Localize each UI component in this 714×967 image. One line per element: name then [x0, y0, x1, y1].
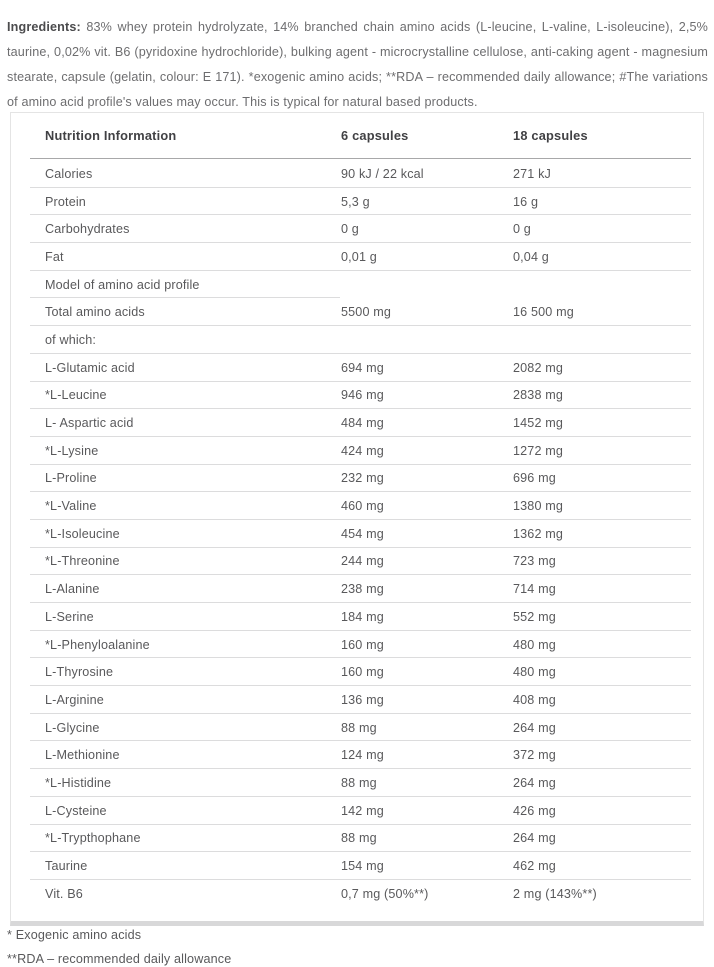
row-value-18caps: 1452 mg — [513, 416, 564, 431]
table-row — [11, 520, 703, 548]
row-value-18caps: 271 kJ — [513, 166, 552, 181]
row-value-6caps: 142 mg — [341, 803, 384, 818]
row-label: L-Alanine — [45, 582, 100, 597]
header-18-capsules: 18 capsules — [513, 128, 588, 143]
row-label: Taurine — [45, 859, 88, 874]
row-value-6caps: 454 mg — [341, 526, 384, 541]
row-label: L-Arginine — [45, 692, 104, 707]
row-value-18caps: 723 mg — [513, 554, 556, 569]
row-value-18caps: 2 mg (143%**) — [513, 886, 597, 901]
row-value-18caps: 1362 mg — [513, 526, 564, 541]
row-value-6caps: 5500 mg — [341, 305, 392, 320]
row-label: Protein — [45, 194, 86, 209]
row-value-18caps: 0 g — [513, 222, 531, 237]
table-row — [11, 769, 703, 797]
row-label: *L-Leucine — [45, 388, 107, 403]
table-row — [11, 271, 703, 299]
table-row — [11, 575, 703, 603]
table-row — [11, 382, 703, 410]
table-row — [11, 548, 703, 576]
row-value-6caps: 160 mg — [341, 665, 384, 680]
row-value-18caps: 16 g — [513, 194, 539, 209]
table-row — [11, 409, 703, 437]
row-value-6caps: 5,3 g — [341, 194, 370, 209]
row-value-6caps: 484 mg — [341, 416, 384, 431]
row-value-18caps: 1380 mg — [513, 499, 564, 514]
table-row — [11, 852, 703, 880]
row-value-6caps: 694 mg — [341, 360, 384, 375]
row-value-18caps: 408 mg — [513, 692, 556, 707]
row-value-18caps: 462 mg — [513, 859, 556, 874]
row-value-18caps: 264 mg — [513, 831, 556, 846]
table-row — [11, 603, 703, 631]
table-row — [11, 160, 703, 188]
row-label: L-Proline — [45, 471, 97, 486]
row-value-6caps: 946 mg — [341, 388, 384, 403]
row-label: *L-Phenyloalanine — [45, 637, 150, 652]
nutrition-table — [10, 112, 704, 926]
row-value-18caps: 16 500 mg — [513, 305, 574, 320]
row-value-18caps: 1272 mg — [513, 443, 564, 458]
row-value-6caps: 232 mg — [341, 471, 384, 486]
row-label: L-Serine — [45, 609, 94, 624]
row-label: Carbohydrates — [45, 222, 130, 237]
ingredients-label: Ingredients: — [7, 19, 81, 34]
row-value-18caps: 714 mg — [513, 582, 556, 597]
row-value-18caps: 552 mg — [513, 609, 556, 624]
row-label: of which: — [45, 332, 97, 347]
row-label: Calories — [45, 166, 93, 181]
row-label: L-Cysteine — [45, 803, 107, 818]
row-value-18caps: 480 mg — [513, 665, 556, 680]
row-value-18caps: 2838 mg — [513, 388, 564, 403]
row-label: Total amino acids — [45, 305, 145, 320]
row-label: L- Aspartic acid — [45, 416, 134, 431]
row-value-18caps: 480 mg — [513, 637, 556, 652]
row-label: *L-Isoleucine — [45, 526, 120, 541]
table-row — [11, 326, 703, 354]
table-row — [11, 880, 703, 908]
row-value-18caps: 2082 mg — [513, 360, 564, 375]
table-row — [11, 215, 703, 243]
footnote-rda: **RDA – recommended daily allowance — [7, 952, 232, 966]
row-label: L-Glutamic acid — [45, 360, 135, 375]
row-value-6caps: 160 mg — [341, 637, 384, 652]
table-row — [11, 188, 703, 216]
table-row — [11, 465, 703, 493]
table-row — [11, 825, 703, 853]
table-row — [11, 243, 703, 271]
row-value-6caps: 460 mg — [341, 499, 384, 514]
row-label: L-Methionine — [45, 748, 120, 763]
row-label: *L-Valine — [45, 499, 97, 514]
row-value-6caps: 0,7 mg (50%**) — [341, 886, 429, 901]
table-row — [11, 714, 703, 742]
header-6-capsules: 6 capsules — [341, 128, 409, 143]
table-row — [11, 741, 703, 769]
row-value-6caps: 184 mg — [341, 609, 384, 624]
row-label: *L-Trypthophane — [45, 831, 141, 846]
table-row — [11, 797, 703, 825]
row-label: *L-Threonine — [45, 554, 120, 569]
row-value-18caps: 264 mg — [513, 775, 556, 790]
table-row — [11, 437, 703, 465]
row-value-6caps: 88 mg — [341, 720, 377, 735]
nutrition-table-header — [11, 113, 703, 158]
row-label: *L-Lysine — [45, 443, 99, 458]
row-value-18caps: 372 mg — [513, 748, 556, 763]
table-row — [11, 492, 703, 520]
row-label: Vit. B6 — [45, 886, 83, 901]
footnote-exogenic: * Exogenic amino acids — [7, 928, 142, 942]
ingredients-text: 83% whey protein hydrolyzate, 14% branched chain amino acids (L-leucine, L-valine, L-isoleucine), 2,5% taurine, 0,02% vit. B6 (pyridoxine hydrochloride), bulking agent - microcrystalline cellulose, anti-caking agent - magnesium stearate, capsule (gelatin, colour: E 171). *exogenic amino acids; **RDA – recommended daily allowance; #The variations of amino acid profile's values may occur. This is typical for natural based products. — [7, 19, 708, 109]
row-label: Model of amino acid profile — [45, 277, 200, 292]
row-label: *L-Histidine — [45, 775, 112, 790]
row-value-6caps: 124 mg — [341, 748, 384, 763]
row-value-6caps: 90 kJ / 22 kcal — [341, 166, 424, 181]
row-value-6caps: 244 mg — [341, 554, 384, 569]
table-row — [11, 658, 703, 686]
row-value-18caps: 426 mg — [513, 803, 556, 818]
header-nutrition-information: Nutrition Information — [45, 128, 177, 143]
ingredients-paragraph — [7, 15, 708, 115]
row-value-6caps: 0 g — [341, 222, 359, 237]
row-value-6caps: 424 mg — [341, 443, 384, 458]
row-value-18caps: 264 mg — [513, 720, 556, 735]
row-value-6caps: 0,01 g — [341, 249, 377, 264]
table-row — [11, 631, 703, 659]
row-value-6caps: 88 mg — [341, 775, 377, 790]
row-value-18caps: 696 mg — [513, 471, 556, 486]
table-row — [11, 686, 703, 714]
nutrition-table-body — [11, 159, 703, 908]
row-label: L-Glycine — [45, 720, 100, 735]
row-label: L-Thyrosine — [45, 665, 114, 680]
table-row — [11, 354, 703, 382]
row-value-6caps: 136 mg — [341, 692, 384, 707]
row-value-6caps: 154 mg — [341, 859, 384, 874]
table-row — [11, 298, 703, 326]
row-label: Fat — [45, 249, 64, 264]
row-value-18caps: 0,04 g — [513, 249, 549, 264]
row-value-6caps: 88 mg — [341, 831, 377, 846]
row-value-6caps: 238 mg — [341, 582, 384, 597]
